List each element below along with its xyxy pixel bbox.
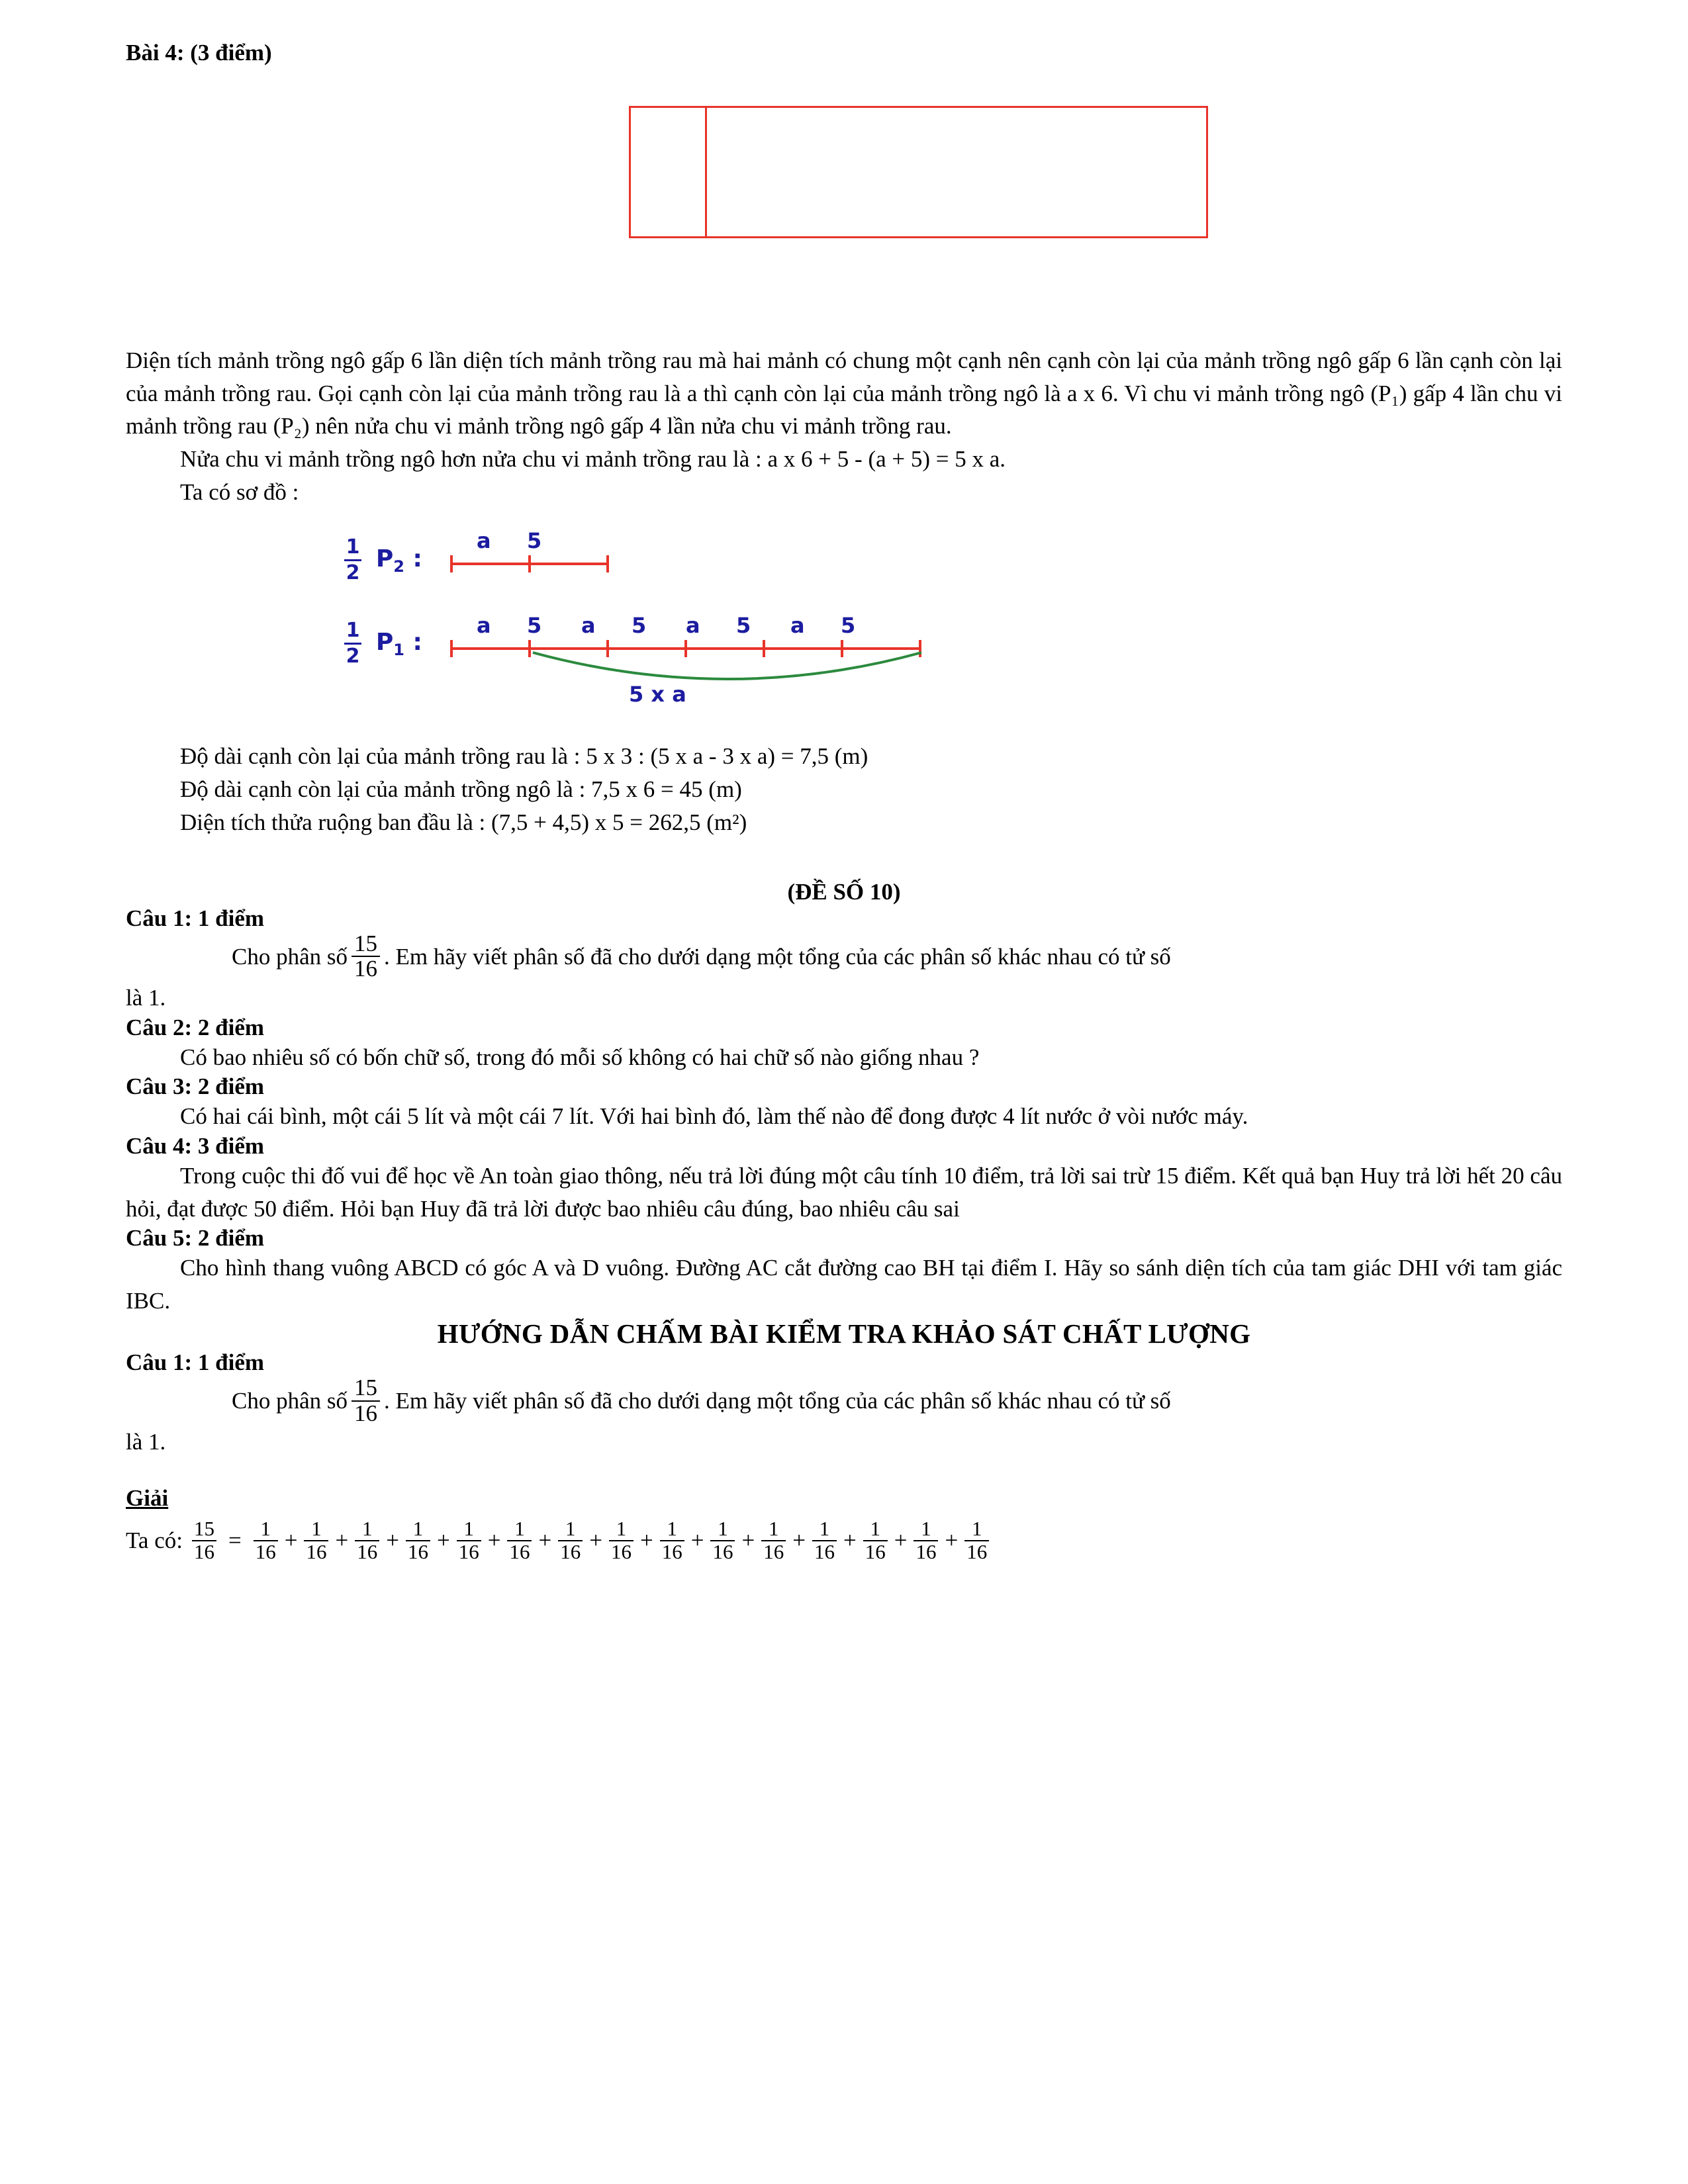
plus-7: +	[639, 1527, 653, 1554]
paragraph-3: Ta có sơ đồ :	[180, 478, 299, 505]
sum-term-2: 1 16	[355, 1518, 379, 1563]
cau4-heading: Câu 4: 3 điểm	[126, 1133, 265, 1160]
cau1b-text-tail: là 1.	[126, 1429, 166, 1455]
one-half-fraction: $\frac{1}{2}$	[344, 537, 361, 583]
sum-term-3: 1 16	[406, 1518, 430, 1563]
row2-seg-label-7: 5	[841, 613, 856, 639]
row2-seg-label-6: a	[790, 613, 805, 639]
rectangle-divider-line	[705, 108, 707, 236]
result-line-3: Diện tích thửa ruộng ban đầu là : (7,5 + 4,5) x 5 = 262,5 (m²)	[180, 809, 747, 835]
sum-term-11: 1 16	[812, 1518, 837, 1563]
cau3-text: Có hai cái bình, một cái 5 lít và một cái 7 lít. Với hai bình đó, làm thế nào để đong được 4 lít nước ở vòi nước máy.	[180, 1103, 1248, 1130]
plus-5: +	[538, 1527, 552, 1554]
row2-seg-label-0: a	[477, 613, 491, 639]
paragraph-2: Nửa chu vi mảnh trồng ngô hơn nửa chu vi mảnh trồng rau là : a x 6 + 5 - (a + 5) = 5 x a.	[180, 446, 1006, 473]
cau1-text-after: . Em hãy viết phân số đã cho dưới dạng một tổng của các phân số khác nhau có tử số	[384, 943, 1171, 970]
huong-dan-heading: HƯỚNG DẪN CHẤM BÀI KIỂM TRA KHẢO SÁT CHẤT LƯỢNG	[437, 1318, 1251, 1349]
plus-2: +	[386, 1527, 399, 1554]
plus-4: +	[487, 1527, 501, 1554]
sum-term-9: 1 16	[710, 1518, 735, 1563]
half-p1-label	[344, 621, 422, 666]
cau1-text-before: Cho phân số	[232, 943, 348, 970]
sum-term-13: 1 16	[914, 1518, 938, 1563]
row2-seg-label-2: a	[581, 613, 596, 639]
plus-9: +	[741, 1527, 755, 1554]
cau1b-text-before: Cho phân số	[232, 1387, 348, 1414]
bai4-heading: Bài 4: (3 điểm)	[126, 40, 272, 66]
plus-13: +	[945, 1527, 959, 1554]
plus-8: +	[690, 1527, 704, 1554]
brace-icon	[530, 650, 927, 696]
row1-seg-label-a: a	[477, 528, 491, 554]
fraction-15-16-b: 15 16	[352, 1376, 380, 1426]
row2-seg-label-4: a	[686, 613, 700, 639]
cau1b-heading: Câu 1: 1 điểm	[126, 1349, 265, 1375]
row1-tick-2	[606, 555, 609, 572]
sum-term-14: 1 16	[964, 1518, 989, 1563]
ta-co-label: Ta có:	[126, 1527, 183, 1554]
giai-heading: Giải	[126, 1485, 169, 1511]
sum-term-8: 1 16	[660, 1518, 684, 1563]
result-line-2: Độ dài cạnh còn lại của mảnh trồng ngô là : 7,5 x 6 = 45 (m)	[180, 776, 742, 803]
row2-tick-0	[450, 640, 453, 657]
row1-tick-0	[450, 555, 453, 572]
sum-expression-line	[126, 1518, 1562, 1563]
row1-tick-1	[528, 555, 531, 572]
fraction-15-16: 15 16	[352, 932, 380, 982]
cau2-heading: Câu 2: 2 điểm	[126, 1014, 265, 1040]
row2-seg-label-3: 5	[632, 613, 647, 639]
cau5-text: Cho hình thang vuông ABCD có góc A và D vuông. Đường AC cắt đường cao BH tại điểm I. Hãy so sánh diện tích của tam giác DHI với tam giác IBC.	[126, 1255, 1562, 1314]
rectangle-figure	[126, 66, 1562, 344]
sum-term-10: 1 16	[761, 1518, 786, 1563]
segment-diagram	[344, 528, 1562, 727]
cau1-question-line	[126, 932, 1562, 982]
de-so-heading: (ĐỀ SỐ 10)	[787, 878, 901, 905]
cau2-text: Có bao nhiêu số có bốn chữ số, trong đó mỗi số không có hai chữ số nào giống nhau ?	[180, 1044, 980, 1070]
plus-1: +	[335, 1527, 349, 1554]
plus-10: +	[792, 1527, 806, 1554]
sum-term-12: 1 16	[863, 1518, 888, 1563]
cau3-heading: Câu 3: 2 điểm	[126, 1073, 265, 1100]
sum-term-5: 1 16	[507, 1518, 532, 1563]
cau4-text: Trong cuộc thi đố vui để học về An toàn giao thông, nếu trả lời đúng một câu tính 10 điểm, trả lời sai trừ 15 điểm. Kết quả bạn Huy trả lời hết 20 câu hỏi, đạt được 50 điểm. Hỏi bạn Huy đã trả lời được bao nhiêu câu đúng, bao nhiêu câu sai	[126, 1163, 1562, 1222]
cau1b-question-line	[126, 1376, 1562, 1426]
row1-seg-label-5: 5	[527, 528, 542, 554]
row2-seg-label-1: 5	[527, 613, 542, 639]
plus-0: +	[284, 1527, 298, 1554]
p1-label: $P_1$ :	[375, 628, 422, 660]
sum-term-0: 1 16	[254, 1518, 278, 1563]
sum-term-7: 1 16	[609, 1518, 633, 1563]
plus-3: +	[436, 1527, 450, 1554]
plus-12: +	[894, 1527, 908, 1554]
half-p2-label	[344, 537, 422, 583]
one-half-fraction-2: $\frac{1}{2}$	[344, 621, 361, 666]
brace-label: 5 x a	[629, 682, 686, 707]
plus-6: +	[589, 1527, 602, 1554]
result-line-1: Độ dài cạnh còn lại của mảnh trồng rau là : 5 x 3 : (5 x a - 3 x a) = 7,5 (m)	[180, 743, 868, 770]
equals-sign: =	[228, 1527, 242, 1554]
sum-term-6: 1 16	[558, 1518, 583, 1563]
plus-11: +	[843, 1527, 857, 1554]
sum-term-1: 1 16	[304, 1518, 328, 1563]
sum-term-4: 1 16	[457, 1518, 481, 1563]
row2-seg-label-5: 5	[736, 613, 751, 639]
p2-label: $P_2$ :	[375, 545, 422, 576]
field-rectangle	[629, 106, 1208, 238]
cau1-heading: Câu 1: 1 điểm	[126, 905, 265, 931]
fraction-sum-left: 15 16	[192, 1518, 216, 1563]
cau1b-text-after: . Em hãy viết phân số đã cho dưới dạng một tổng của các phân số khác nhau có tử số	[384, 1387, 1171, 1414]
paragraph-1: Diện tích mảnh trồng ngô gấp 6 lần diện tích mảnh trồng rau mà hai mảnh có chung một cạnh nên cạnh còn lại của mảnh trồng ngô gấp 6 lần cạnh còn lại của mảnh trồng rau. Gọi cạnh còn lại của mảnh trồng rau là a thì cạnh còn lại của mảnh trồng ngô là a x 6. Vì chu vi mảnh trồng ngô (P₁) gấp 4 lần chu vi mảnh trồng rau (P₂) nên nửa chu vi mảnh trồng ngô gấp 4 lần nửa chu vi mảnh trồng rau.	[126, 347, 1562, 439]
cau5-heading: Câu 5: 2 điểm	[126, 1225, 265, 1251]
cau1-text-tail: là 1.	[126, 985, 166, 1011]
